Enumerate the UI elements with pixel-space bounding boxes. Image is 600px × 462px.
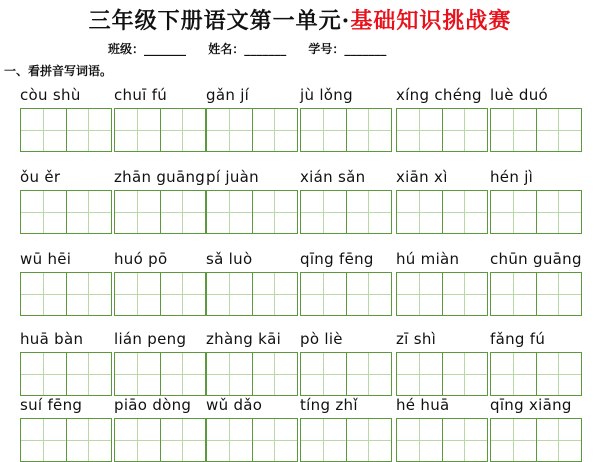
tianzige-cell[interactable] [301,191,347,233]
tianzige-cell[interactable] [397,109,443,151]
writing-grid[interactable] [396,108,488,152]
name-field[interactable] [208,42,286,56]
pinyin-label: wǔ dǎo [206,396,263,414]
tianzige-cell[interactable] [207,353,253,395]
writing-grid[interactable] [114,190,206,234]
title-main: 三年级下册语文第一单元· [88,8,351,34]
tianzige-cell[interactable] [537,273,582,315]
pinyin-label: qīng fēng [300,250,374,268]
writing-grid[interactable] [206,352,298,396]
writing-grid[interactable] [206,418,298,462]
pinyin-label: suí fēng [20,396,83,414]
tianzige-cell[interactable] [207,191,253,233]
id-label: 学号： [308,42,345,56]
tianzige-cell[interactable] [161,353,206,395]
tianzige-cell[interactable] [67,419,112,461]
tianzige-cell[interactable] [443,353,488,395]
tianzige-cell[interactable] [207,419,253,461]
writing-grid[interactable] [114,108,206,152]
pinyin-label: huā bàn [20,330,84,348]
pinyin-label: sǎ luò [206,250,253,268]
pinyin-label: lián peng [114,330,187,348]
pinyin-label: còu shù [20,86,81,104]
tianzige-cell[interactable] [491,191,537,233]
tianzige-cell[interactable] [67,353,112,395]
tianzige-cell[interactable] [253,353,298,395]
tianzige-cell[interactable] [397,353,443,395]
tianzige-cell[interactable] [253,419,298,461]
tianzige-cell[interactable] [397,191,443,233]
name-label: 姓名： [208,42,245,56]
tianzige-cell[interactable] [301,353,347,395]
tianzige-cell[interactable] [397,419,443,461]
tianzige-cell[interactable] [21,419,67,461]
pinyin-label: hé huā [396,396,450,414]
tianzige-cell[interactable] [207,273,253,315]
pinyin-label: chuī fú [114,86,168,104]
pinyin-label: hén jì [490,168,534,186]
tianzige-cell[interactable] [443,419,488,461]
tianzige-cell[interactable] [21,273,67,315]
pinyin-label: zhān guāng [114,168,206,186]
tianzige-cell[interactable] [115,353,161,395]
tianzige-cell[interactable] [253,191,298,233]
tianzige-cell[interactable] [443,191,488,233]
writing-grid[interactable] [396,352,488,396]
tianzige-cell[interactable] [67,109,112,151]
tianzige-cell[interactable] [161,419,206,461]
writing-grid[interactable] [20,108,112,152]
tianzige-cell[interactable] [21,191,67,233]
tianzige-cell[interactable] [537,353,582,395]
writing-grid[interactable] [490,190,582,234]
tianzige-cell[interactable] [443,109,488,151]
tianzige-cell[interactable] [397,273,443,315]
pinyin-label: huó pō [114,250,168,268]
writing-grid[interactable] [490,272,582,316]
id-blank[interactable]: _______ [344,42,387,56]
tianzige-cell[interactable] [161,109,206,151]
writing-grid[interactable] [490,352,582,396]
tianzige-cell[interactable] [537,109,582,151]
pinyin-label: xián sǎn [300,168,366,186]
pinyin-label: luè duó [490,86,548,104]
tianzige-cell[interactable] [347,109,392,151]
writing-grid[interactable] [20,352,112,396]
tianzige-cell[interactable] [491,273,537,315]
pinyin-label: pò liè [300,330,343,348]
name-blank[interactable]: _______ [244,42,287,56]
tianzige-cell[interactable] [491,419,537,461]
tianzige-cell[interactable] [21,353,67,395]
writing-grid[interactable] [396,272,488,316]
tianzige-cell[interactable] [537,419,582,461]
writing-grid[interactable] [490,108,582,152]
writing-grid[interactable] [300,418,392,462]
student-info-line [108,40,404,57]
writing-grid[interactable] [20,190,112,234]
writing-grid[interactable] [490,418,582,462]
section-heading: 一、看拼音写词语。 [4,64,113,78]
pinyin-label: jù lǒng [300,86,353,104]
title-highlight: 基础知识挑战赛 [350,8,512,34]
writing-grid[interactable] [114,352,206,396]
pinyin-label: chūn guāng [490,250,582,268]
pinyin-label: qīng xiāng [490,396,572,414]
class-label: 班级： [108,42,145,56]
pinyin-label: zī shì [396,330,437,348]
writing-grid[interactable] [114,272,206,316]
tianzige-cell[interactable] [491,109,537,151]
tianzige-cell[interactable] [301,273,347,315]
writing-grid[interactable] [206,190,298,234]
pinyin-label: hú miàn [396,250,460,268]
tianzige-cell[interactable] [115,191,161,233]
pinyin-label: xiān xì [396,168,448,186]
writing-grid[interactable] [300,352,392,396]
tianzige-cell[interactable] [253,109,298,151]
tianzige-cell[interactable] [207,109,253,151]
worksheet-title [0,4,600,35]
tianzige-cell[interactable] [347,273,392,315]
tianzige-cell[interactable] [21,109,67,151]
class-blank[interactable]: _______ [144,42,187,56]
tianzige-cell[interactable] [347,191,392,233]
writing-grid[interactable] [396,418,488,462]
tianzige-cell[interactable] [115,109,161,151]
pinyin-label: ǒu ěr [20,168,61,186]
tianzige-cell[interactable] [67,273,112,315]
pinyin-label: pí juàn [206,168,259,186]
writing-grid[interactable] [206,108,298,152]
tianzige-cell[interactable] [161,273,206,315]
tianzige-cell[interactable] [537,191,582,233]
writing-grid[interactable] [20,418,112,462]
writing-grid[interactable] [206,272,298,316]
tianzige-cell[interactable] [491,353,537,395]
pinyin-label: tíng zhǐ [300,396,358,414]
tianzige-cell[interactable] [67,191,112,233]
tianzige-cell[interactable] [347,419,392,461]
pinyin-label: piāo dòng [114,396,192,414]
pinyin-label: wū hēi [20,250,72,268]
pinyin-label: gǎn jí [206,86,250,104]
class-field[interactable] [108,42,186,56]
tianzige-cell[interactable] [443,273,488,315]
pinyin-label: xíng chéng [396,86,482,104]
tianzige-cell[interactable] [115,273,161,315]
writing-grid[interactable] [300,108,392,152]
tianzige-cell[interactable] [347,353,392,395]
writing-grid[interactable] [396,190,488,234]
tianzige-cell[interactable] [301,419,347,461]
pinyin-label: fǎng fú [490,330,546,348]
tianzige-cell[interactable] [253,273,298,315]
writing-grid[interactable] [20,272,112,316]
pinyin-label: zhàng kāi [206,330,282,348]
writing-grid[interactable] [114,418,206,462]
id-field[interactable] [308,42,386,56]
tianzige-cell[interactable] [161,191,206,233]
tianzige-cell[interactable] [301,109,347,151]
tianzige-cell[interactable] [115,419,161,461]
writing-grid[interactable] [300,272,392,316]
writing-grid[interactable] [300,190,392,234]
